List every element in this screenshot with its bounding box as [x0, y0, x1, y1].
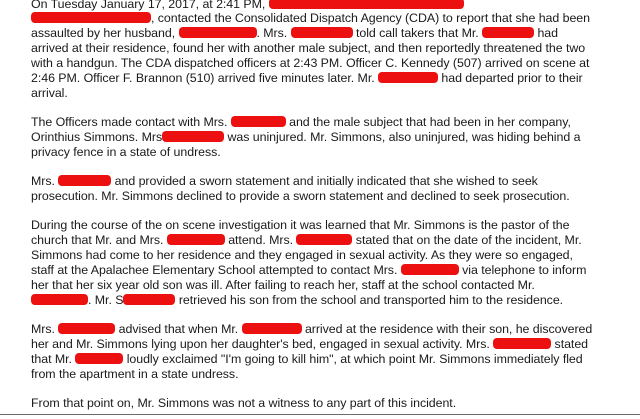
- line-text: loudly exclaimed "I'm going to kill him", at which point Mr. Simmons immediately fled: [123, 352, 583, 366]
- line-text: arrival.: [31, 86, 68, 100]
- line-text: Simmons had come to her residence and they engaged in sexual activity. As they were so engaged,: [31, 248, 573, 262]
- line-text: 2:46 PM. Officer F. Brannon (510) arrived five minutes later. Mr.: [31, 71, 378, 85]
- line-text: was uninjured. Mr. Simmons, also uninjured, was hiding behind a: [224, 130, 581, 144]
- redaction-bar: [269, 0, 464, 9]
- line-text: retrieved his son from the school and transported him to the residence.: [175, 293, 564, 307]
- line-text: her and Mr. Simmons lying upon her daughter's bed, engaged in sexual activity. Mrs.: [31, 337, 494, 351]
- report-line: [31, 352, 583, 366]
- line-text: On Tuesday January 17, 2017, at 2:41 PM,: [31, 0, 269, 11]
- line-text: her that her six year old son was ill. After failing to reach her, staff at the school contacted Mr.: [31, 278, 535, 292]
- line-text: told call takers that Mr.: [352, 26, 483, 40]
- line-text: assaulted by her husband,: [31, 26, 179, 40]
- report-line: [31, 130, 580, 144]
- line-text: Mrs.: [31, 174, 59, 188]
- line-text: arrived at their residence, found her with another male subject, and then reportedly threatened the two: [31, 41, 586, 55]
- redaction-bar: [231, 116, 286, 127]
- line-text: prosecution. Mr. Simmons declined to provide a sworn statement and declined to seek prosecution.: [31, 189, 570, 203]
- line-text: Orinthius Simmons. Mrs: [31, 130, 163, 144]
- report-line: [31, 26, 558, 40]
- report-line: [31, 86, 68, 100]
- report-line: [31, 189, 570, 203]
- redaction-bar: [31, 294, 88, 305]
- report-line: [31, 11, 590, 25]
- line-text: During the course of the on scene investigation it was learned that Mr. Simmons is the pastor of the: [31, 218, 570, 232]
- report-line: [31, 218, 569, 232]
- redaction-bar: [242, 323, 302, 334]
- redaction-bar: [378, 72, 438, 83]
- line-text: and the male subject that had been in her company,: [285, 115, 571, 129]
- line-text: and provided a sworn statement and initially indicated that she wished to seek: [111, 174, 538, 188]
- redaction-bar: [167, 234, 225, 245]
- line-text: had departed prior to their: [438, 71, 583, 85]
- report-line: [31, 41, 585, 55]
- line-text: arrived at the residence with their son, he discovered: [301, 322, 593, 336]
- report-line: [31, 174, 538, 188]
- redaction-bar: [493, 338, 551, 349]
- line-text: . Mr. S: [88, 293, 124, 307]
- line-text: stated: [551, 337, 589, 351]
- line-text: staff at the Apalachee Elementary School attempted to contact Mrs.: [31, 263, 401, 277]
- line-text: privacy fence in a state of undress.: [31, 145, 221, 159]
- redaction-bar: [482, 27, 534, 38]
- report-line: [31, 0, 464, 11]
- line-text: , contacted the Consolidated Dispatch Agency (CDA) to report that she had been: [151, 11, 590, 25]
- report-line: [31, 115, 571, 129]
- redaction-bar: [58, 175, 111, 186]
- line-text: . Mrs.: [256, 26, 291, 40]
- redaction-bar: [401, 264, 459, 275]
- report-line: [31, 396, 456, 410]
- report-line: [31, 56, 589, 70]
- redaction-bar: [31, 12, 151, 23]
- report-line: [31, 322, 592, 336]
- report-line: [31, 337, 588, 351]
- report-line: [31, 293, 563, 307]
- line-text: Mrs.: [31, 322, 59, 336]
- redaction-bar: [123, 294, 175, 305]
- line-text: stated that on the date of the incident, Mr.: [352, 233, 582, 247]
- line-text: had: [534, 26, 558, 40]
- report-line: [31, 278, 535, 292]
- line-text: that Mr.: [31, 352, 76, 366]
- report-line: [31, 233, 582, 247]
- redaction-bar: [75, 353, 123, 364]
- line-text: The Officers made contact with Mrs.: [31, 115, 231, 129]
- line-text: from the apartment in a state undress.: [31, 367, 239, 381]
- line-text: via telephone to inform: [458, 263, 587, 277]
- report-line: [31, 367, 238, 381]
- redaction-bar: [291, 27, 353, 38]
- report-line: [31, 145, 221, 159]
- redaction-bar: [296, 234, 352, 245]
- report-line: [31, 71, 583, 85]
- report-line: [31, 263, 586, 277]
- line-text: with a handgun. The CDA dispatched officers at 2:43 PM. Officer C. Kennedy (507) arrived on scene at: [31, 56, 590, 70]
- bottom-rule: [0, 414, 640, 415]
- line-text: attend. Mrs.: [224, 233, 297, 247]
- redaction-bar: [58, 323, 115, 334]
- line-text: From that point on, Mr. Simmons was not a witness to any part of this incident.: [31, 396, 457, 410]
- redaction-bar: [179, 27, 257, 38]
- redaction-bar: [162, 131, 224, 142]
- line-text: advised that when Mr.: [115, 322, 242, 336]
- report-line: [31, 248, 573, 262]
- line-text: church that Mr. and Mrs.: [31, 233, 167, 247]
